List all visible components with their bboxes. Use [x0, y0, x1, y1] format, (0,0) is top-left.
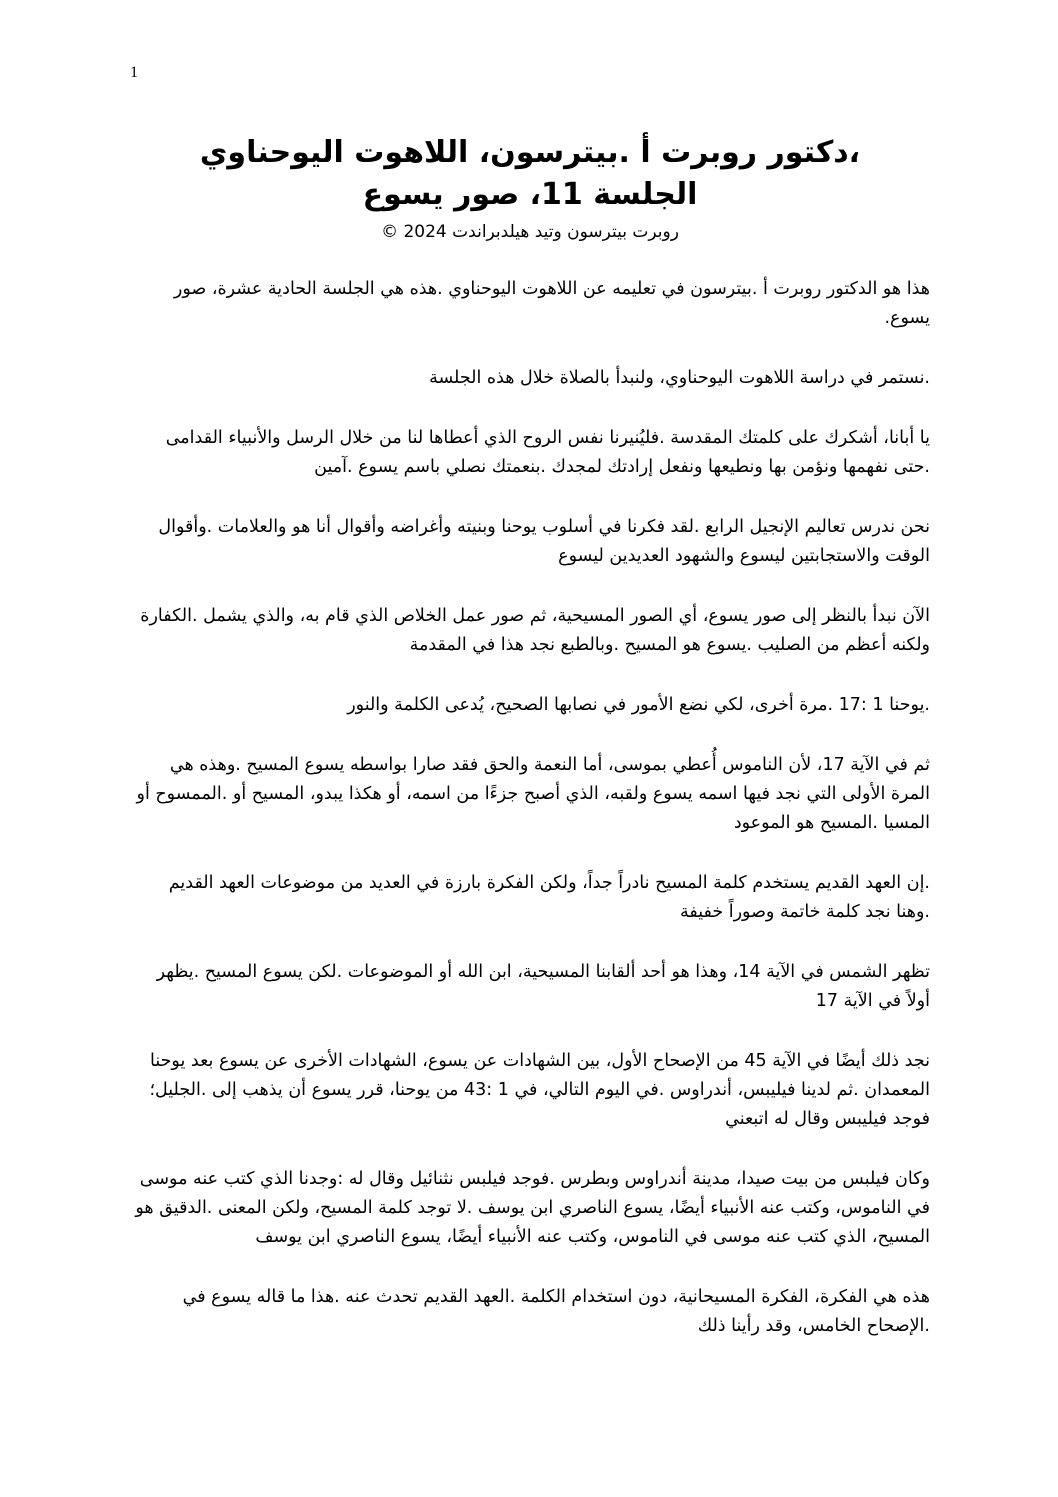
paragraph-1: هذا هو الدكتور روبرت أ .بيترسون في تعليمه عن اللاهوت اليوحناوي .هذه هي الجلسة الحادية عشرة، صور يسوع. [173, 279, 930, 328]
title-line-1: ،دكتور روبرت أ .بيترسون، اللاهوت اليوحناوي [199, 135, 861, 170]
paragraph-4: نحن ندرس تعاليم الإنجيل الرابع .لقد فكرنا في أسلوب يوحنا وبنيته وأغراضه وأقوال أنا هو والعلامات .وأقوال الوقت والاستجابتين ليسوع والشهود العديدين ليسوع [158, 517, 930, 566]
document-header [130, 132, 930, 244]
page-number: 1 [130, 64, 138, 81]
paragraph-3: يا أبانا، أشكرك على كلمتك المقدسة .فليُنيرنا نفس الروح الذي أعطاها لنا من خلال الرسل والأنبياء القدامى .حتى نفهمها ونؤمن بها ونطيعها ونفعل إرادتك لمجدك .بنعمتك نصلي باسم يسوع .آمين [165, 428, 930, 477]
paragraph-11: وكان فيلبس من بيت صيدا، مدينة أندراوس وبطرس .فوجد فيلبس نثنائيل وقال له :وجدنا الذي كتب عنه موسى في الناموس، وكتب عنه الأنبياء أيضًا، يسوع الناصري ابن يوسف .لا توجد كلمة المسيح، ولكن المعنى .الدقيق هو المسيح، الذي كتب عنه موسى في الناموس، وكتب عنه الأنبياء أيضًا، يسوع الناصري ابن يوسف [135, 1169, 930, 1247]
paragraph-2: .نستمر في دراسة اللاهوت اليوحناوي، ولنبدأ بالصلاة خلال هذه الجلسة [429, 368, 930, 388]
title-line-2: الجلسة 11، صور يسوع [362, 177, 698, 212]
document-body [130, 275, 930, 1372]
paragraph-9: تظهر الشمس في الآية 14، وهذا هو أحد ألقابنا المسيحية، ابن الله أو الموضوعات .لكن يسوع المسيح .يظهر أولاً في الآية 17 [156, 962, 930, 1011]
paragraph-6: .يوحنا 1 :17 .مرة أخرى، لكي نضع الأمور في نصابها الصحيح، يُدعى الكلمة والنور [347, 695, 930, 715]
paragraph-12: هذه هي الفكرة، الفكرة المسيحانية، دون استخدام الكلمة .العهد القديم تحدث عنه .هذا ما قاله يسوع في .الإصحاح الخامس، وقد رأينا ذلك [182, 1287, 930, 1336]
paragraph-5: الآن نبدأ بالنظر إلى صور يسوع، أي الصور المسيحية، ثم صور عمل الخلاص الذي قام به، والذي يشمل .الكفارة ولكنه أعظم من الصليب .يسوع هو المسيح .وبالطبع نجد هذا في المقدمة [140, 606, 930, 655]
copyright-line: روبرت بيترسون وتيد هيلدبراندت 2024 © [381, 222, 679, 242]
paragraph-10: نجد ذلك أيضًا في الآية 45 من الإصحاح الأول، بين الشهادات عن يسوع، الشهادات الأخرى عن يسوع بعد يوحنا المعمدان .ثم لدينا فيليبس، أندراوس .في اليوم التالي، في 1 :43 من يوحنا، قرر يسوع أن يذهب إلى .الجليل؛ فوجد فيليبس وقال له اتبعني [149, 1051, 930, 1129]
paragraph-8: .إن العهد القديم يستخدم كلمة المسيح نادراً جداً، ولكن الفكرة بارزة في العديد من موضوعات العهد القديم .وهنا نجد كلمة خاتمة وصوراً خفيفة [168, 873, 930, 922]
paragraph-7: ثم في الآية 17، لأن الناموس أُعطي بموسى، أما النعمة والحق فقد صارا بواسطه يسوع المسيح .وهذه هي المرة الأولى التي نجد فيها اسمه يسوع ولقبه، الذي أصبح جزءًا من اسمه، أو هكذا يبدو، المسيح أو .الممسوح أو المسيا .المسيح هو الموعود [136, 755, 930, 833]
